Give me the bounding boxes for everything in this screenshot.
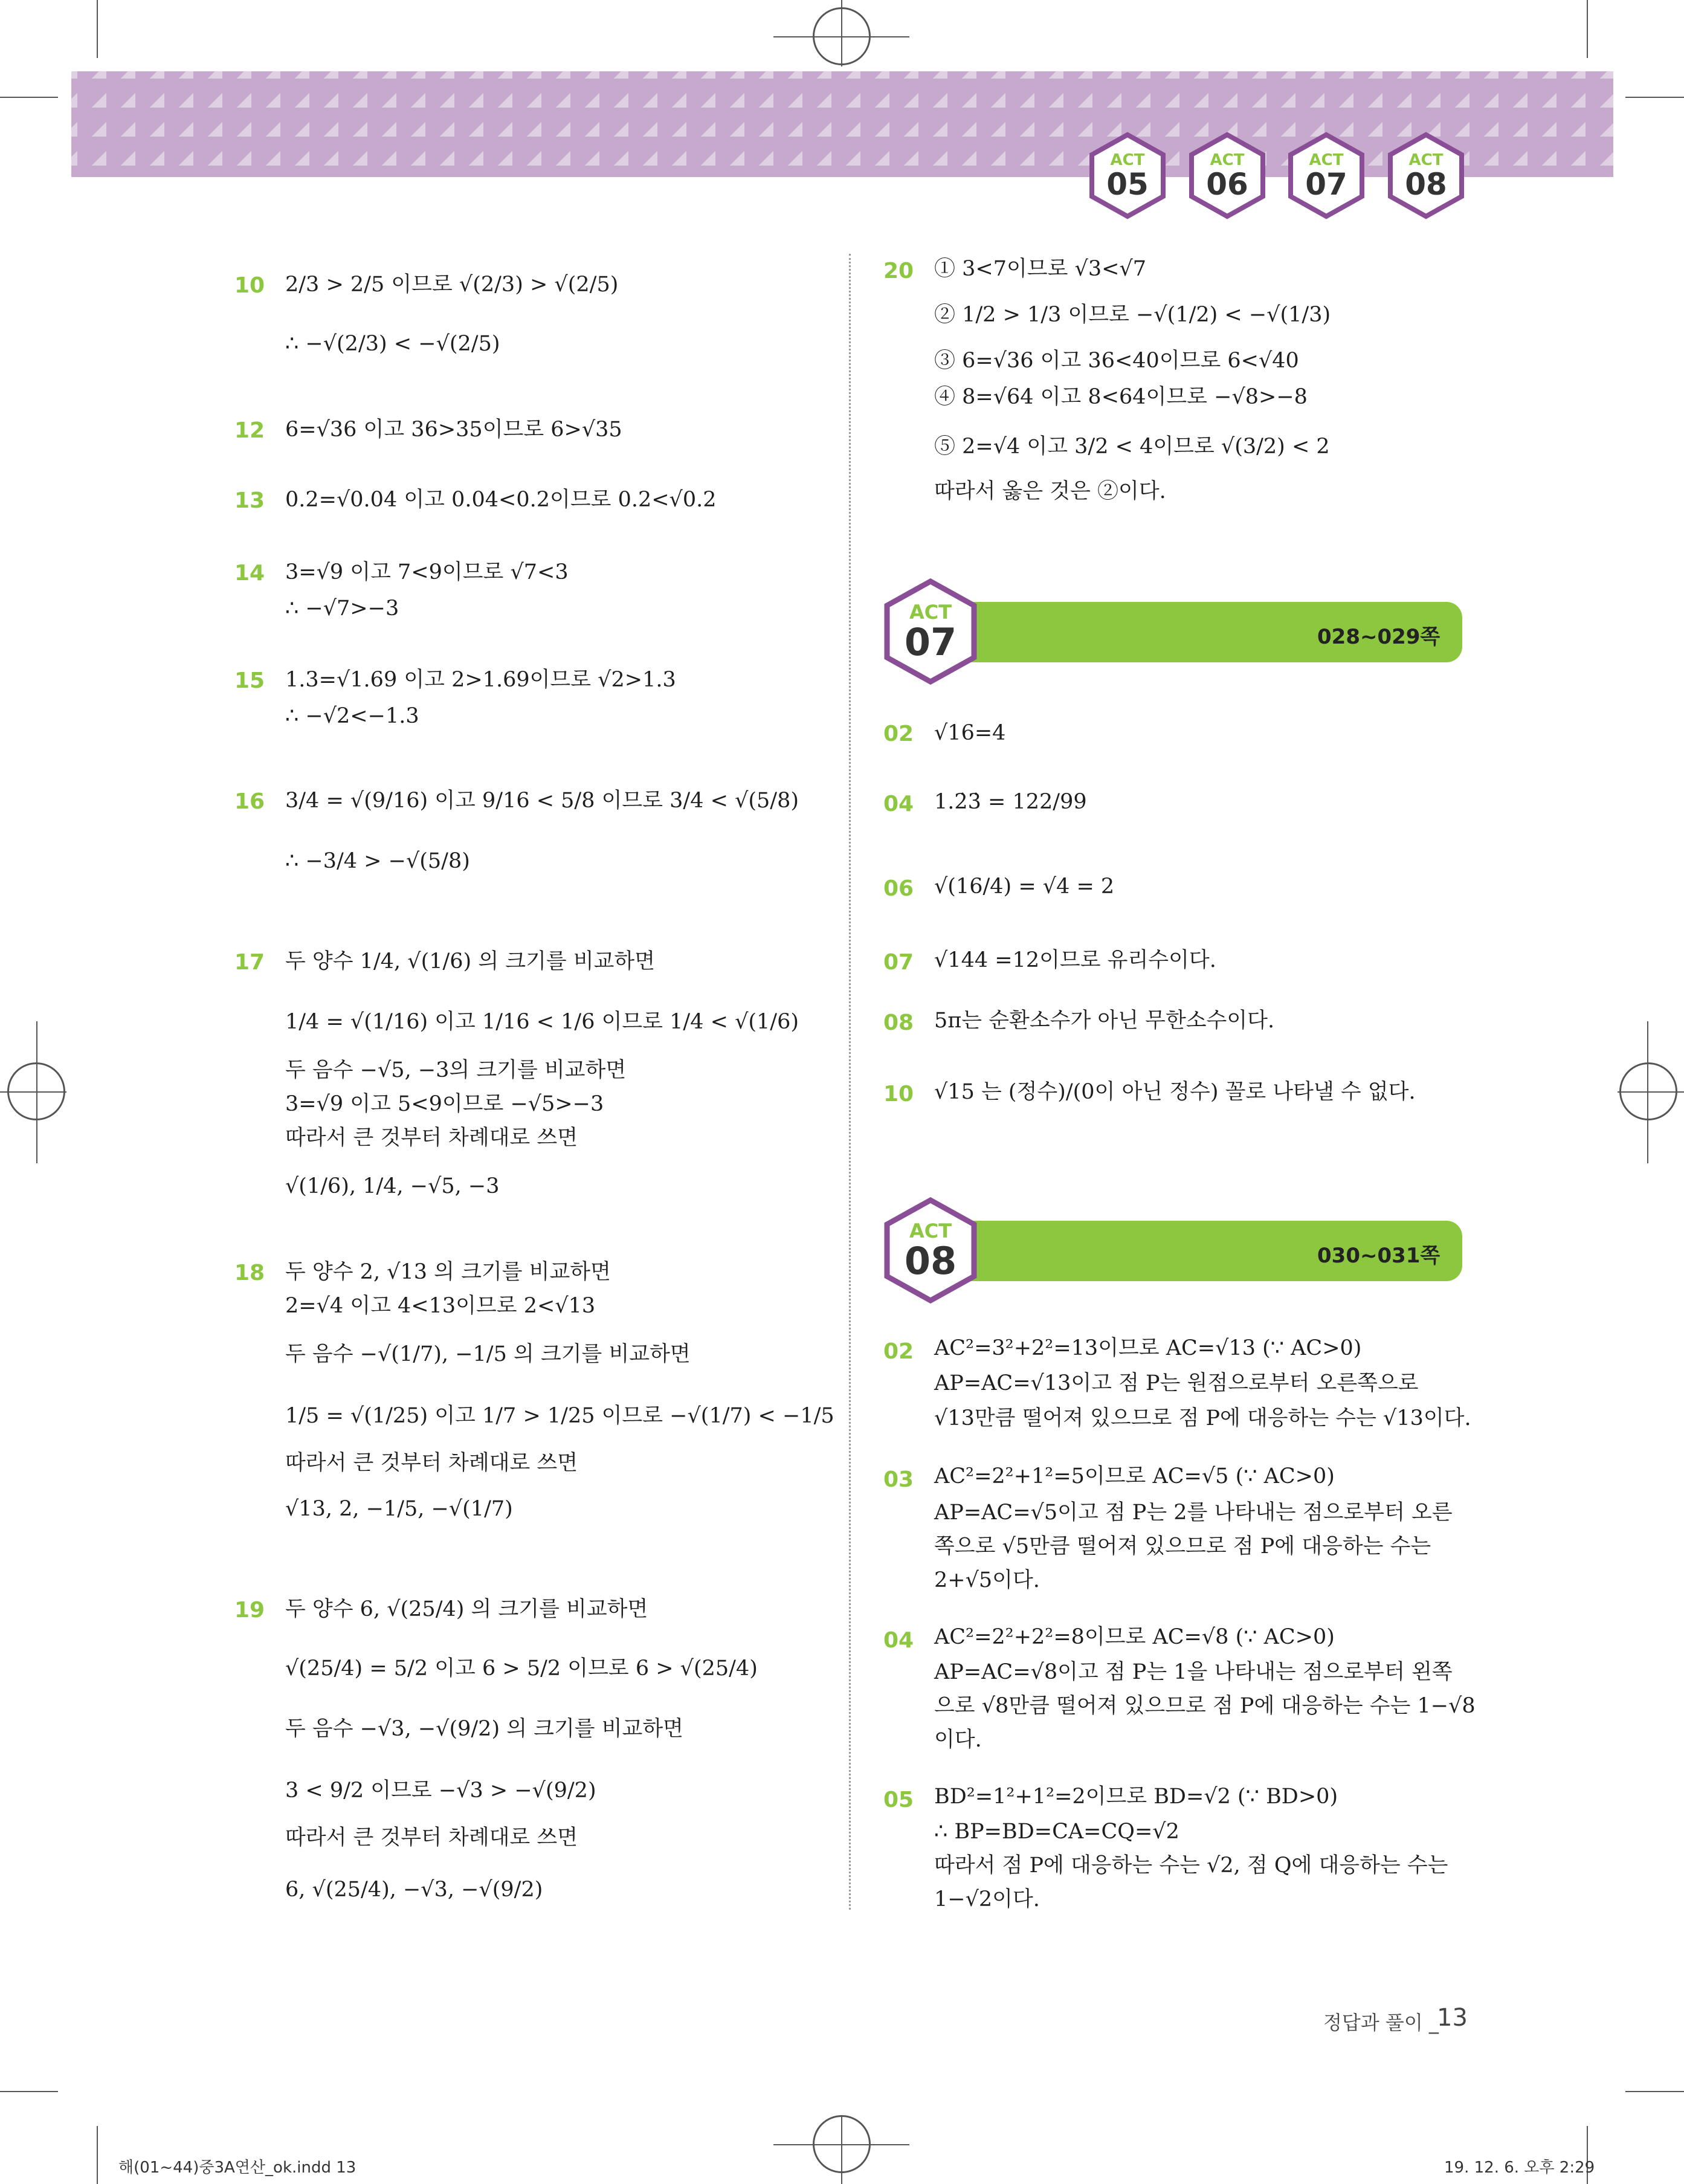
answer-line: 쪽으로 √5만큼 떨어져 있으므로 점 P에 대응하는 수는: [934, 1534, 1431, 1559]
answer-line: √16=4: [934, 721, 1006, 745]
answer-line: AP=AC=√8이고 점 P는 1을 나타내는 점으로부터 왼쪽: [934, 1660, 1453, 1684]
answer-line: ⑤ 2=√4 이고 3/2 < 4이므로 √(3/2) < 2: [934, 435, 1330, 459]
question-number: 10: [883, 1082, 914, 1107]
question-number: 15: [234, 668, 265, 693]
crop-mark: [1647, 1021, 1648, 1163]
answer-line: 두 양수 6, √(25/4) 의 크기를 비교하면: [285, 1597, 648, 1621]
answer-line: 으로 √8만큼 떨어져 있으므로 점 P에 대응하는 수는 1−√8: [934, 1694, 1476, 1718]
answer-line: 이다.: [934, 1728, 982, 1752]
crop-mark: [0, 2091, 58, 2092]
crop-mark: [773, 36, 909, 37]
answer-line: 두 음수 −√5, −3의 크기를 비교하면: [285, 1058, 627, 1082]
section-badge-label: ACT: [909, 601, 952, 624]
answer-line: √(16/4) = √4 = 2: [934, 874, 1115, 899]
answer-line: 3/4 = √(9/16) 이고 9/16 < 5/8 이므로 3/4 < √(5/8): [285, 789, 799, 813]
answer-line: AC²=3²+2²=13이므로 AC=√13 (∵ AC>0): [934, 1336, 1362, 1360]
header-band-overlay: [71, 71, 1613, 177]
question-number: 08: [883, 1010, 914, 1035]
section-badge-act08: [882, 1197, 979, 1304]
answer-line: √144 =12이므로 유리수이다.: [934, 948, 1216, 972]
answer-line: √15 는 (정수)/(0이 아닌 정수) 꼴로 나타낼 수 없다.: [934, 1080, 1416, 1104]
answer-line: √13, 2, −1/5, −√(1/7): [285, 1497, 513, 1521]
answer-line: AC²=2²+1²=5이므로 AC=√5 (∵ AC>0): [934, 1464, 1335, 1488]
act-badge-05[interactable]: [1088, 132, 1167, 219]
answer-line: 3=√9 이고 7<9이므로 √7<3: [285, 560, 569, 584]
question-number: 18: [234, 1261, 265, 1285]
section-page-range: 030~031쪽: [1317, 1244, 1440, 1268]
answer-line: BD²=1²+1²=2이므로 BD=√2 (∵ BD>0): [934, 1785, 1338, 1809]
answer-line: ③ 6=√36 이고 36<40이므로 6<√40: [934, 349, 1299, 373]
answer-line: ∴ −√(2/3) < −√(2/5): [285, 332, 500, 356]
question-number: 12: [234, 418, 265, 443]
question-number: 10: [234, 273, 265, 298]
act-badge-label: ACT: [1110, 151, 1145, 169]
crop-mark: [773, 2144, 909, 2145]
question-number: 17: [234, 950, 265, 975]
question-number: 16: [234, 789, 265, 814]
question-number: 14: [234, 561, 265, 586]
answer-line: 따라서 큰 것부터 차례대로 쓰면: [285, 1126, 578, 1150]
answer-line: √(1/6), 1/4, −√5, −3: [285, 1174, 500, 1198]
column-divider: [849, 254, 851, 1910]
crop-mark: [36, 1021, 37, 1163]
answer-line: 1/4 = √(1/16) 이고 1/16 < 1/6 이므로 1/4 < √(1/6): [285, 1010, 799, 1034]
answer-line: ∴ BP=BD=CA=CQ=√2: [934, 1820, 1179, 1844]
question-number: 02: [883, 722, 914, 746]
answer-line: 5π는 순환소수가 아닌 무한소수이다.: [934, 1009, 1275, 1033]
answer-line: AP=AC=√13이고 점 P는 원점으로부터 오른쪽으로: [934, 1371, 1419, 1395]
answer-line: 1.3=√1.69 이고 2>1.69이므로 √2>1.3: [285, 668, 676, 692]
section-badge-label: ACT: [909, 1220, 952, 1242]
answer-line: 6, √(25/4), −√3, −√(9/2): [285, 1878, 543, 1902]
answer-line: 두 음수 −√(1/7), −1/5 의 크기를 비교하면: [285, 1342, 691, 1366]
question-number: 20: [883, 259, 914, 283]
act-badge-label: ACT: [1309, 151, 1344, 169]
question-number: 04: [883, 792, 914, 816]
answer-line: 따라서 큰 것부터 차례대로 쓰면: [285, 1826, 578, 1850]
answer-line: √(25/4) = 5/2 이고 6 > 5/2 이므로 6 > √(25/4): [285, 1656, 758, 1681]
act-badge-08[interactable]: [1387, 132, 1465, 219]
act-badge-number: 05: [1106, 167, 1149, 202]
crop-mark: [97, 2126, 98, 2184]
answer-line: 1−√2이다.: [934, 1887, 1040, 1911]
registration-mark: [1619, 1062, 1677, 1120]
answer-line: ④ 8=√64 이고 8<64이므로 −√8>−8: [934, 385, 1308, 409]
crop-mark: [1625, 2091, 1684, 2092]
act-badge-label: ACT: [1210, 151, 1245, 169]
answer-line: 따라서 큰 것부터 차례대로 쓰면: [285, 1451, 578, 1475]
act-badge-07[interactable]: [1287, 132, 1366, 219]
answer-line: 두 양수 1/4, √(1/6) 의 크기를 비교하면: [285, 949, 656, 974]
answer-line: ∴ −3/4 > −√(5/8): [285, 849, 470, 873]
answer-line: ① 3<7이므로 √3<√7: [934, 257, 1147, 281]
answer-line: 3 < 9/2 이므로 −√3 > −√(9/2): [285, 1779, 596, 1803]
section-badge-number: 08: [904, 1239, 957, 1283]
crop-mark: [1587, 0, 1588, 58]
answer-line: AC²=2²+2²=8이므로 AC=√8 (∵ AC>0): [934, 1625, 1335, 1649]
question-number: 06: [883, 876, 914, 901]
footer-label: 정답과 풀이 _: [1323, 2011, 1439, 2034]
act-badge-number: 08: [1405, 167, 1447, 202]
act-badge-label: ACT: [1408, 151, 1444, 169]
section-badge-number: 07: [904, 620, 957, 664]
answer-line: 6=√36 이고 36>35이므로 6>√35: [285, 418, 622, 442]
question-number: 05: [883, 1788, 914, 1812]
section-page-range: 028~029쪽: [1317, 625, 1440, 649]
answer-line: ∴ −√2<−1.3: [285, 704, 419, 728]
answer-line: 2+√5이다.: [934, 1568, 1040, 1592]
crop-mark: [1625, 97, 1684, 98]
page-number: 13: [1437, 2004, 1468, 2032]
answer-line: 3=√9 이고 5<9이므로 −√5>−3: [285, 1092, 604, 1116]
answer-line: ∴ −√7>−3: [285, 596, 399, 621]
answer-line: 두 양수 2, √13 의 크기를 비교하면: [285, 1260, 611, 1284]
print-slug-right: 19. 12. 6. 오후 2:29: [1444, 2159, 1595, 2177]
answer-line: 2=√4 이고 4<13이므로 2<√13: [285, 1294, 596, 1318]
act-badge-number: 07: [1305, 167, 1347, 202]
answer-line: 1/5 = √(1/25) 이고 1/7 > 1/25 이므로 −√(1/7) < −1/5: [285, 1404, 834, 1428]
question-number: 07: [883, 950, 914, 975]
answer-line: 따라서 점 P에 대응하는 수는 √2, 점 Q에 대응하는 수는: [934, 1853, 1448, 1878]
question-number: 13: [234, 488, 265, 513]
answer-line: 0.2=√0.04 이고 0.04<0.2이므로 0.2<√0.2: [285, 488, 717, 512]
act-badge-06[interactable]: [1188, 132, 1266, 219]
answer-line: 두 음수 −√3, −√(9/2) 의 크기를 비교하면: [285, 1717, 683, 1741]
answer-line: 따라서 옳은 것은 ②이다.: [934, 479, 1166, 503]
crop-mark: [0, 97, 58, 98]
answer-line: AP=AC=√5이고 점 P는 2를 나타내는 점으로부터 오른: [934, 1501, 1453, 1525]
act-badge-number: 06: [1206, 167, 1248, 202]
question-number: 19: [234, 1598, 265, 1623]
crop-mark: [97, 0, 98, 58]
answer-line: 2/3 > 2/5 이므로 √(2/3) > √(2/5): [285, 273, 619, 297]
question-number: 02: [883, 1339, 914, 1364]
section-badge-act07: [882, 578, 979, 685]
answer-line: ② 1/2 > 1/3 이므로 −√(1/2) < −√(1/3): [934, 303, 1331, 327]
question-number: 03: [883, 1467, 914, 1492]
answer-line: √13만큼 떨어져 있으므로 점 P에 대응하는 수는 √13이다.: [934, 1406, 1471, 1430]
answer-line: 1.2̇3̇ = 122/99: [934, 790, 1087, 814]
question-number: 04: [883, 1628, 914, 1653]
print-slug-left: 해(01~44)중3A연산_ok.indd 13: [118, 2159, 356, 2177]
